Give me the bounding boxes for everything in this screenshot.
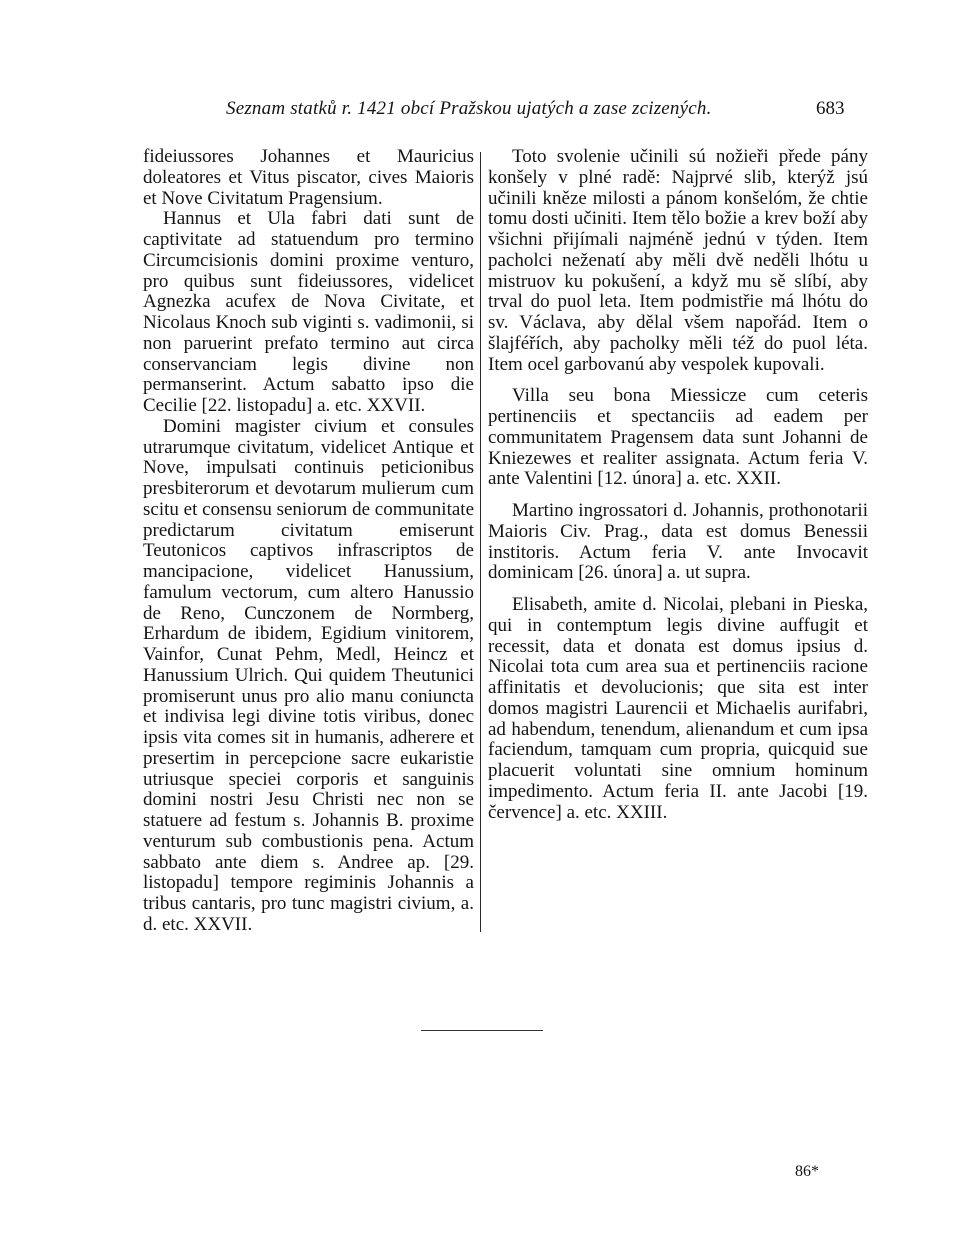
signature-mark: 86* [795,1163,819,1180]
end-rule [421,1030,543,1031]
column-divider [480,152,481,932]
right-paragraph: Toto svolenie učinili sú nožieři přede pány konšely v plné radě: Najprvé slib, kterýž jsú učinili kněze milosti a pánom konšelóm, že chtie tomu dosti učiniti. Item tělo božie a krev boží aby všichni přijímali najméně jednú v týden. Item pacholci neženatí aby měli dvě neděli lhótu u mistruov ku pokušení, a když mu sě slíbí, aby trval do puol leta. Item podmistřie má lhótu do sv. Václava, aby dělal všem napořád. Item o šlajféřích, aby pacholky měli též do puol léta. Item ocel garbovanú aby vespolek kupovali. [488,146,868,375]
right-column [488,147,868,834]
left-paragraph: Hannus et Ula fabri dati sunt de captivitate ad statuendum pro termino Circumcisionis domini proxime venturo, pro quibus sunt fideiussores, videlicet Agnezka acufex de Nova Civitate, et Nicolaus Knoch sub viginti s. vadimonii, si non paruerint prefato termino aut circa conservanciam legis divine non permanserint. Actum sabatto ipso die Cecilie [22. listopadu] a. etc. XXVII. [143,208,474,416]
right-paragraph: Elisabeth, amite d. Nicolai, plebani in Pieska, qui in contemptum legis divine auffugit et recessit, data et donata est domus ipsius d. Nicolai tota cum area sua et pertinenciis racione affinitatis et devolucionis; que sita est inter domos magistri Laurencii et Michaelis aurifabri, ad habendum, tenendum, alienandum et cum ipsa faciendum, tamquam cum propria, quicquid sue placuerit voluntati sine omnium hominum impedimento. Actum feria II. ante Jacobi [19. července] a. etc. XXIII. [488,594,868,823]
page-header [0,98,960,128]
left-column [143,147,474,936]
left-paragraph: fideiussores Johannes et Mauricius doleatores et Vitus piscator, cives Maioris et Nove Civitatum Pragensium. [143,146,474,209]
running-title: Seznam statků r. 1421 obcí Pražskou ujatých a zase zcizených. [226,98,712,119]
left-paragraph: Domini magister civium et consules utrarumque civitatum, videlicet Antique et Nove, impulsati continuis peticionibus presbiterorum et devotarum mulierum cum scitu et consensu seniorum de communitate predictarum civitatum emiserunt Teutonicos captivos infrascriptos de mancipacione, videlicet Hanussium, famulum vectorum, cum altero Hanussio de Reno, Cunczonem de Normberg, Erhardum de ibidem, Egidium vinitorem, Vainfor, Cunat Pehm, Medl, Heincz et Hanussium Ulrich. Qui quidem Theutunici promiserunt unus pro alio manu coniuncta et indivisa legi divine totis viribus, donec ipsis vita comes sit in humanis, adherere et presertim in percepcione sacre eukaristie utriusque speciei corporis et sanguinis domini nostri Jesu Christi nec non se statuere ad festum s. Johannis B. proxime venturum sub combustionis pena. Actum sabbato ante diem s. Andree ap. [29. listopadu] tempore regiminis Johannis a tribus cantaris, pro tunc magistri civium, a. d. etc. XXVII. [143,415,474,935]
page-number: 683 [816,98,845,119]
right-paragraph: Martino ingrossatori d. Johannis, prothonotarii Maioris Civ. Prag., data est domus Benessii institoris. Actum feria V. ante Invocavit dominicam [26. února] a. ut supra. [488,500,868,584]
right-paragraph: Villa seu bona Miessicze cum ceteris pertinenciis et spectanciis ad eadem per communitatem Pragensem data sunt Johanni de Kniezewes et realiter assignata. Actum feria V. ante Valentini [12. února] a. etc. XXII. [488,385,868,490]
